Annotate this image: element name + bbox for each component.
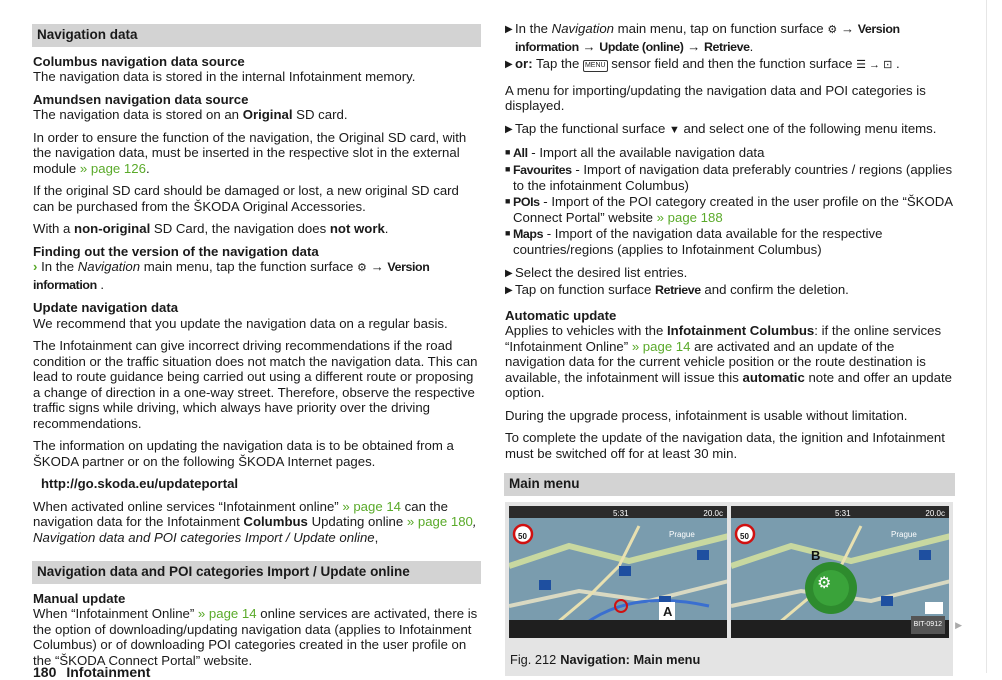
update-block	[33, 300, 481, 331]
amundsen-bold: Original	[242, 107, 293, 122]
item-text: - Import of the POI category created in the user profile on the “ŠKODA Connect Portal” website	[513, 193, 953, 225]
tap-pre: Tap the functional surface	[515, 120, 669, 136]
list-item-text	[513, 145, 764, 162]
step-retrieve	[505, 282, 955, 299]
order-end: .	[145, 160, 150, 176]
retrieve-label: Retrieve	[655, 283, 701, 297]
step-tap-surface	[505, 121, 955, 139]
manual-block	[33, 591, 481, 669]
auto-pre: Applies to vehicles with the	[505, 323, 667, 338]
nav-map-a	[509, 506, 727, 638]
list-item-text	[513, 194, 955, 226]
s1-arrow3: →	[683, 38, 704, 54]
update-portal-url[interactable]: http://go.skoda.eu/updateportal	[41, 476, 239, 491]
online-end: ,	[374, 529, 379, 545]
menu-items-list	[505, 145, 955, 258]
tap-text	[515, 121, 936, 139]
right-column	[505, 21, 955, 676]
city-label: Prague	[669, 529, 695, 539]
speed-limit-sign: 50	[518, 531, 527, 541]
nonorig-bold2: not work	[329, 221, 385, 236]
manual-heading: Manual update	[33, 590, 126, 606]
section-title-navigation-data: Navigation data	[32, 24, 481, 47]
item-label: Maps	[513, 226, 544, 241]
nonorig-end: .	[384, 221, 389, 236]
select-text: Select the desired list entries.	[515, 264, 688, 280]
figure-number: Fig. 212	[510, 651, 557, 667]
list-item-text	[513, 162, 955, 194]
city-label: Prague	[891, 529, 917, 539]
s1-ital: Navigation	[551, 21, 614, 36]
auto-block	[505, 308, 955, 401]
menu-paragraph: A menu for importing/updating the navigation data and POI categories is displayed.	[505, 82, 926, 113]
speed-limit-sign: 50	[740, 531, 749, 541]
item-text: - Import of the navigation data available for the respective countries/regions (applies to Infotainment Columbus)	[513, 225, 883, 257]
figure-caption	[505, 642, 953, 677]
triangle-bullet-icon: ▶	[505, 285, 513, 296]
triangle-bullet-icon: ▶	[505, 267, 513, 279]
non-original-paragraph	[33, 221, 481, 237]
settings-icon[interactable]: ⚙	[817, 574, 832, 592]
amundsen-block	[33, 92, 481, 123]
callout-a: A	[663, 603, 673, 619]
online-ital: , Navigation data and POI categories Import / Update online	[33, 514, 477, 545]
figure-screenshots	[505, 502, 953, 642]
amundsen-heading: Amundsen navigation data source	[33, 91, 249, 107]
auto-bold: Infotainment Columbus	[667, 323, 815, 338]
s2-mid: sensor field and then the function surface	[607, 56, 857, 71]
square-bullet-icon: ■	[505, 147, 511, 157]
version-block	[33, 244, 481, 294]
online-paragraph	[33, 499, 481, 546]
list-item	[505, 145, 955, 162]
settings-icon: ⚙	[827, 24, 838, 36]
manual-page-14-link[interactable]: » page 14	[197, 606, 257, 621]
order-text: In order to ensure the function of the navigation, the Original SD card, with the navigation data, must be inserted in the respective slot in the external module	[33, 129, 467, 176]
complete-paragraph: To complete the update of the navigation data, the ignition and Infotainment must be switched off for at least 30 min.	[505, 430, 945, 461]
s1-mid: main menu, tap on function surface	[613, 21, 828, 36]
online-mid: can the navigation data for the Infotainment	[33, 498, 448, 529]
version-info-label: Version information	[515, 22, 900, 54]
auto-mid2: are activated and an update of the navigation data for the current vehicle position or the route destination is available, the infotainment will issue this	[505, 338, 926, 385]
triangle-bullet-icon: ▶	[505, 24, 513, 35]
incorrect-paragraph: The Infotainment can give incorrect driving recommendations if the road condition or the traffic situation does not match the navigation data. This can lead to route guidance being carried out using a different route or proposing a change of direction in a one-way street. Therefore, observe the respective traffic signs while driving, which always have priority over the driving recommendations.	[33, 338, 478, 431]
square-bullet-icon: ■	[505, 163, 511, 174]
version-end: .	[96, 276, 105, 292]
during-paragraph: During the upgrade process, infotainment is usable without limitation.	[505, 407, 908, 423]
tap-post: and select one of the following menu items.	[679, 120, 937, 136]
nonorig-mid: SD Card, the navigation does	[150, 221, 330, 236]
square-bullet-icon: ■	[505, 227, 511, 238]
retrieve-label: Retrieve	[703, 39, 750, 54]
auto-page-14-link[interactable]: » page 14	[631, 338, 691, 354]
list-item	[505, 194, 955, 226]
item-label: All	[513, 146, 528, 160]
page-126-link[interactable]: » page 126	[79, 160, 146, 176]
clock-label: 5:31	[613, 508, 629, 518]
triangle-bullet-icon: ▶	[505, 59, 513, 70]
s1-arrow: →	[837, 21, 858, 36]
version-mid: main menu, tap the function surface	[140, 259, 358, 274]
r-post: and confirm the deletion.	[700, 282, 849, 297]
nonorig-pre: With a	[33, 221, 75, 236]
list-item-text	[513, 226, 955, 258]
item-text: - Import all the available navigation data	[527, 145, 765, 160]
manual-pre: When “Infotainment Online”	[33, 606, 198, 621]
settings-icon: ⚙	[357, 262, 367, 274]
item-label: POIs	[513, 194, 540, 209]
page-edge-line	[986, 0, 987, 673]
figure-code-badge: BIT-0912	[911, 616, 945, 634]
update-text: We recommend that you update the navigation data on a regular basis.	[33, 315, 448, 331]
temperature-label: 20.0c	[925, 508, 945, 518]
dropdown-arrow-icon: ▼	[668, 123, 680, 136]
page-180-link[interactable]: » page 180	[406, 514, 473, 529]
step-menu-key	[505, 56, 955, 74]
s2-end: .	[892, 56, 900, 71]
s1-arrow2: →	[578, 38, 600, 54]
step2-text	[515, 56, 900, 74]
version-pre: In the	[37, 259, 78, 274]
nav-screenshot-a	[509, 506, 727, 638]
nav-screenshot-b	[731, 506, 949, 638]
left-column	[33, 0, 481, 675]
triangle-bullet-icon: ▶	[505, 123, 513, 135]
menu-list-icon: ☰ → ⊡	[856, 59, 893, 71]
temperature-label: 20.0c	[703, 508, 723, 518]
s2-pre: Tap the	[532, 56, 583, 71]
item-label: Favourites	[513, 162, 572, 177]
s1-pre: In the	[515, 21, 552, 36]
square-bullet-icon: ■	[505, 195, 511, 206]
version-heading: Finding out the version of the navigation data	[33, 243, 319, 259]
page-number: 180	[33, 664, 57, 680]
list-item	[505, 226, 955, 258]
online-bold: Columbus	[243, 514, 308, 529]
order-paragraph	[33, 130, 481, 177]
menu-key-icon: MENU	[583, 60, 608, 72]
update-online-label: Update (online)	[599, 39, 684, 54]
clock-label: 5:31	[835, 508, 851, 518]
version-arrow: →	[366, 259, 388, 274]
auto-heading: Automatic update	[505, 307, 617, 323]
step-version-update	[505, 21, 955, 55]
nonorig-bold: non-original	[74, 221, 151, 236]
update-heading: Update navigation data	[33, 300, 179, 315]
step1-text	[515, 21, 955, 55]
s1-end: .	[749, 38, 754, 54]
auto-mid: : if the online services “Infotainment Online”	[505, 323, 942, 354]
list-item	[505, 162, 955, 194]
info-paragraph: The information on updating the navigation data is to be obtained from a ŠKODA partner or on the following ŠKODA Internet pages.	[33, 438, 454, 469]
item-text: - Import of navigation data preferably countries / regions (applies to the infotainment Columbus)	[513, 161, 953, 193]
section-title-main-menu: Main menu	[504, 473, 955, 496]
online-pre: When activated online services “Infotainment online”	[33, 498, 343, 514]
page-footer	[33, 664, 150, 680]
s2-bold: or:	[515, 56, 533, 71]
page-188-link[interactable]: » page 188	[656, 210, 723, 225]
version-ital: Navigation	[77, 259, 141, 274]
callout-b: B	[811, 547, 821, 563]
auto-bold2: automatic	[742, 369, 805, 385]
page-14-link[interactable]: » page 14	[342, 498, 402, 514]
columbus-text: The navigation data is stored in the internal Infotainment memory.	[33, 69, 416, 84]
amundsen-text-end: SD card.	[292, 107, 348, 122]
r-pre: Tap on function surface	[515, 282, 656, 297]
chapter-label: Infotainment	[66, 664, 151, 680]
damaged-paragraph: If the original SD card should be damaged or lost, a new original SD card can be purchased from the ŠKODA Original Accessories.	[33, 183, 459, 214]
amundsen-text: The navigation data is stored on an	[33, 107, 243, 122]
figure-title: Navigation: Main menu	[560, 651, 701, 667]
figure-main-menu	[505, 502, 953, 677]
columbus-block	[33, 54, 481, 85]
retrieve-text	[515, 282, 849, 299]
continue-arrow-icon: ▶	[955, 620, 962, 630]
section-title-poi-import: Navigation data and POI categories Import / Update online	[32, 561, 481, 584]
online-mid2: Updating online	[307, 514, 407, 529]
manual-post: online services are activated, there is the option of downloading/updating navigation data (applies to Infotainment Columbus) or of downloading POI categories created in the user profile on the “ŠKODA Connect Portal” website.	[33, 606, 478, 668]
auto-end: note and offer an update option.	[505, 369, 952, 400]
columbus-heading: Columbus navigation data source	[33, 53, 245, 69]
version-info-label: Version information	[33, 260, 430, 292]
step-select-entries	[505, 265, 955, 282]
step-arrow-icon: ›	[33, 259, 38, 274]
